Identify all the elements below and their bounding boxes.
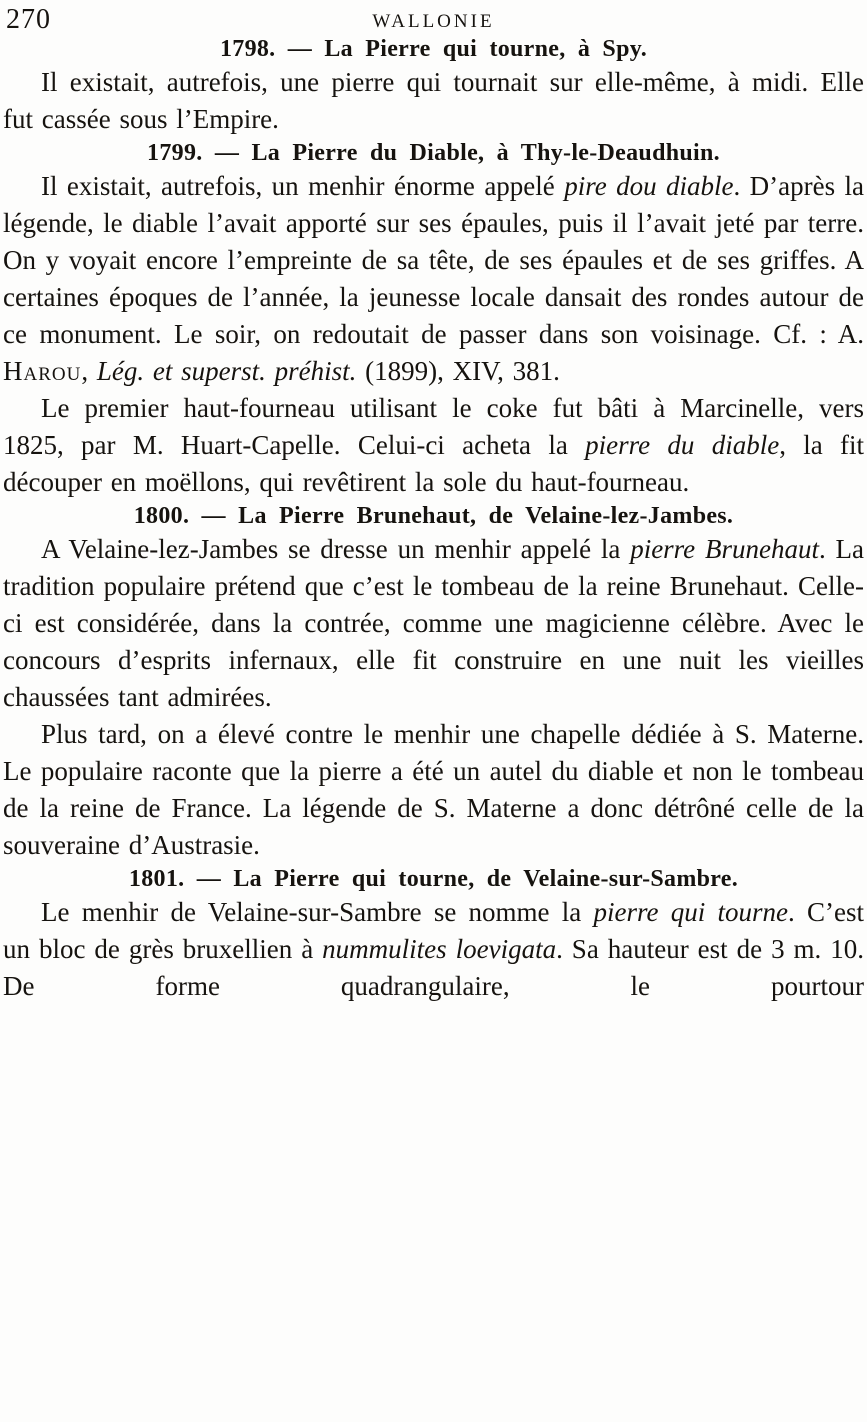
text-run: . D’après la légende, le diable l’avait apporté sur ses épaules, puis il l’avait jeté par terre. On y voyait encore l’empreinte de sa tête, de ses épaules et de ses griffes. A certaines époques de l’année, la jeunesse locale dansait des rondes autour de ce monument. Le soir, on redoutait de passer dans son voisinage. Cf. : A. bbox=[3, 171, 864, 349]
section-heading-1798: 1798. — La Pierre qui tourne, à Spy. bbox=[219, 36, 648, 62]
section-heading-1800: 1800. — La Pierre Brunehaut, de Velaine-lez-Jambes. bbox=[133, 503, 734, 529]
text-run: . La tradition populaire prétend que c’est le tombeau de la reine Brunehaut. Celle-ci est considérée, dans la contrée, comme une magicienne célèbre. Avec le concours d’esprits infernaux, elle fit construire en une nuit les vieilles chaussées tant admirées. bbox=[3, 534, 864, 712]
running-head bbox=[0, 4, 867, 34]
text-run: Le premier haut-fourneau utilisant le coke fut bâti à Marcinelle, vers 1825, par M. Huart-Capelle. Celui-ci acheta la bbox=[3, 393, 864, 460]
italic-text-run: pierre du diable bbox=[585, 430, 780, 460]
paragraph-1799-2 bbox=[0, 390, 867, 501]
text-run: . C’est un bloc de grès bruxellien à bbox=[3, 897, 865, 964]
text-run: , la fit découper en moëllons, qui revêtirent la sole du haut-fourneau. bbox=[3, 430, 865, 497]
italic-text-run: pierre qui tourne bbox=[593, 897, 789, 927]
section-heading-1801: 1801. — La Pierre qui tourne, de Velaine-sur-Sambre. bbox=[128, 866, 739, 892]
italic-text-run: nummulites loevigata bbox=[322, 934, 557, 964]
text-run: , bbox=[81, 356, 97, 386]
italic-text-run: Lég. et superst. préhist. bbox=[96, 356, 357, 386]
paragraph-1801-1 bbox=[0, 894, 867, 1005]
text-run: Le menhir de Velaine-sur-Sambre se nomme la bbox=[41, 897, 594, 927]
text-run: Il existait, autrefois, une pierre qui tournait sur elle-même, à midi. Elle fut cassée sous l’Empire. bbox=[3, 67, 864, 134]
paragraph-1799-1 bbox=[0, 168, 867, 390]
page-number: 270 bbox=[6, 4, 51, 35]
smallcaps-text-run: Harou bbox=[3, 356, 82, 386]
italic-text-run: pierre Brunehaut bbox=[630, 534, 819, 564]
paragraph-1800-2 bbox=[0, 716, 867, 864]
section-heading-1799: 1799. — La Pierre du Diable, à Thy-le-Deaudhuin. bbox=[147, 140, 720, 166]
text-run: Il existait, autrefois, un menhir énorme appelé bbox=[41, 171, 565, 201]
paragraph-1800-1 bbox=[0, 531, 867, 716]
paragraph-1798-1 bbox=[0, 64, 867, 138]
running-title: WALLONIE bbox=[372, 11, 495, 32]
italic-text-run: pire dou diable bbox=[564, 171, 734, 201]
text-run: A Velaine-lez-Jambes se dresse un menhir appelé la bbox=[41, 534, 631, 564]
text-run: (1899), XIV, 381. bbox=[356, 356, 560, 386]
text-run: Plus tard, on a élevé contre le menhir une chapelle dédiée à S. Materne. Le populaire raconte que la pierre a été un autel du diable et non le tombeau de la reine de France. La légende de S. Materne a donc détrôné celle de la souveraine d’Austrasie. bbox=[3, 719, 864, 860]
text-run: . Sa hauteur est de 3 m. 10. De forme quadrangulaire, le pourtour bbox=[3, 934, 864, 1001]
